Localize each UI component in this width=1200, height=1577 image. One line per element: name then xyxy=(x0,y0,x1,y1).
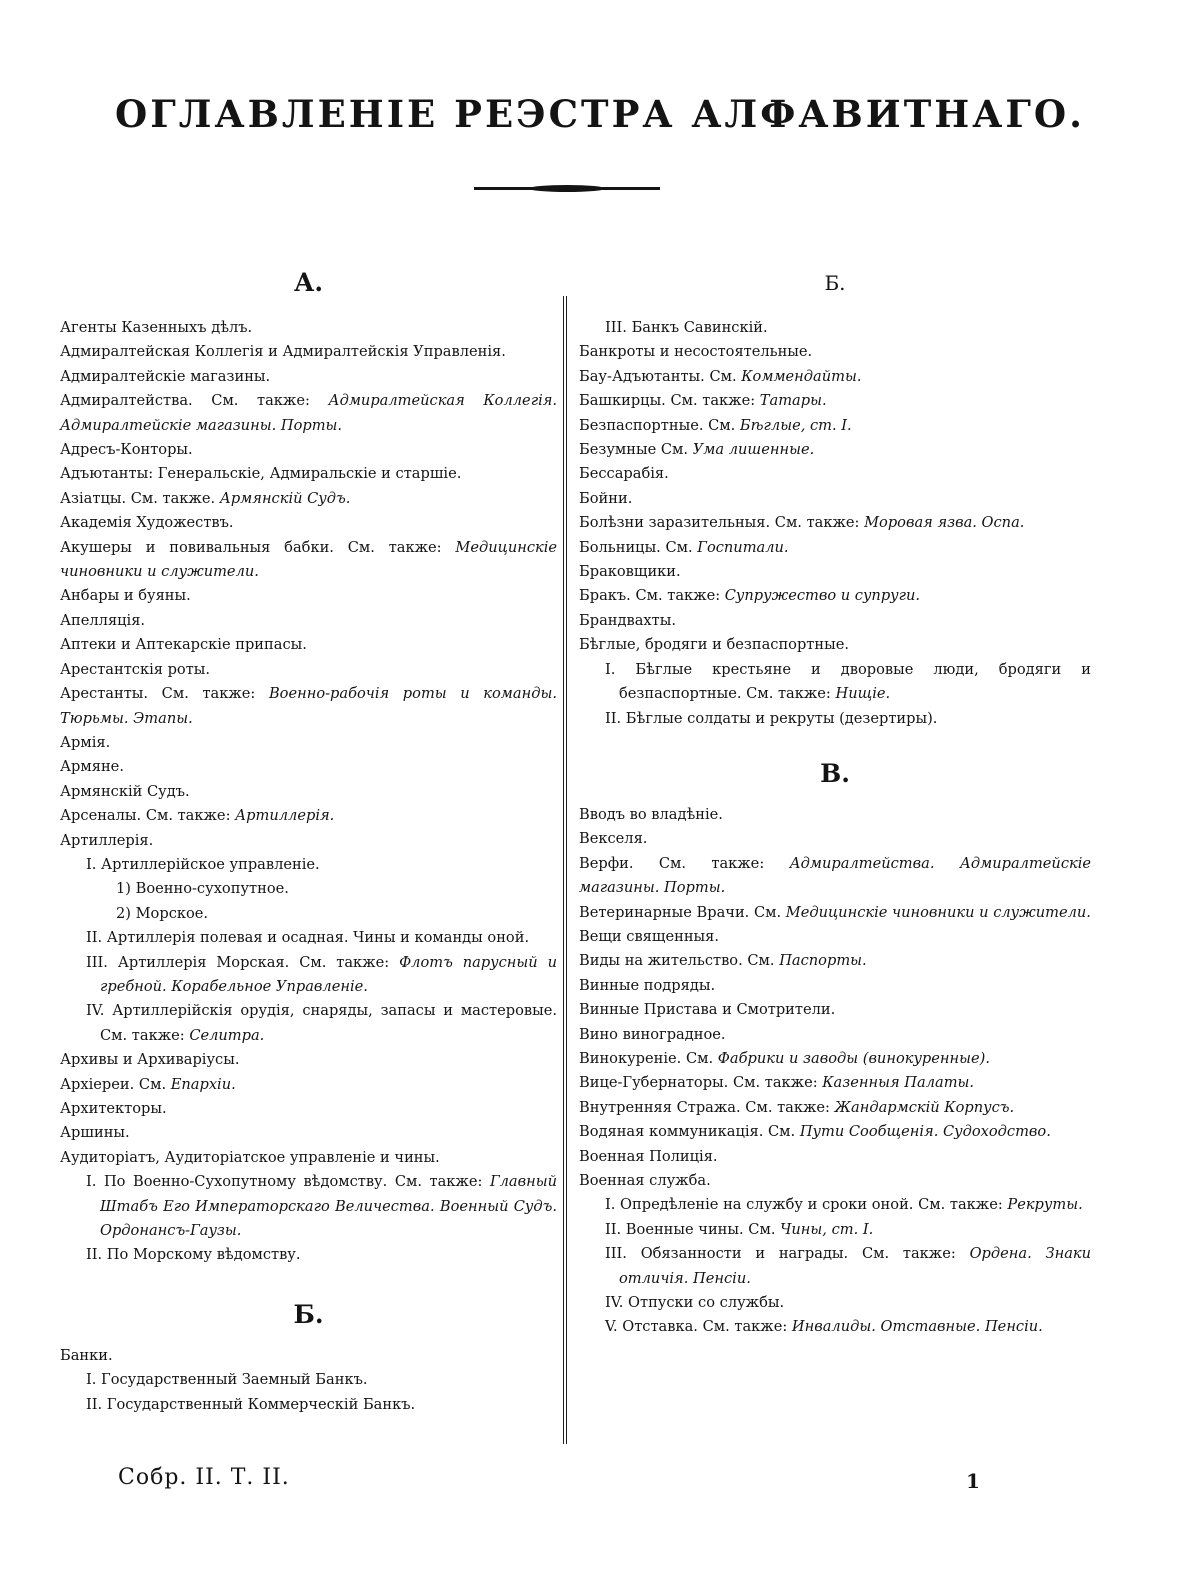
index-subentry xyxy=(579,1193,1091,1217)
index-subentry xyxy=(579,1218,1091,1242)
see-also-marker: См. также: xyxy=(347,538,442,556)
see-also-marker: См. также: xyxy=(918,1196,1003,1214)
entry-heading: Больницы. xyxy=(579,538,661,556)
index-entry xyxy=(579,340,1091,364)
entry-heading: Архитекторы. xyxy=(60,1100,167,1117)
entry-heading: Архивы и Архиваріусы. xyxy=(60,1051,240,1069)
entry-heading: Бойни. xyxy=(579,489,633,507)
cross-reference: Нищіе. xyxy=(835,685,891,703)
entry-heading: Армянскій Судъ. xyxy=(60,782,190,800)
see-also-marker: См. также: xyxy=(211,392,310,410)
index-entry xyxy=(579,389,1091,413)
index-entry xyxy=(60,1073,557,1097)
column-divider xyxy=(563,296,567,1444)
entry-heading: Браковщики. xyxy=(579,563,681,581)
see-also-marker: См. также: xyxy=(299,953,390,971)
index-entry xyxy=(60,682,557,731)
index-entry xyxy=(60,511,557,535)
see-also-marker: См. xyxy=(709,367,737,385)
index-entry xyxy=(60,1048,557,1072)
entry-heading: Внутренняя Стража. xyxy=(579,1098,741,1116)
index-column-right xyxy=(579,242,1091,1340)
entry-heading: III. Обязанности и награды. xyxy=(605,1245,849,1263)
index-entry xyxy=(579,560,1091,584)
index-subentry xyxy=(60,1368,557,1392)
index-subentry xyxy=(579,1242,1091,1291)
see-also-marker: См. xyxy=(748,1220,776,1238)
see-also-marker: См. xyxy=(708,416,736,434)
entry-heading: 1) Военно-сухопутное. xyxy=(116,880,289,898)
cross-reference: Паспорты. xyxy=(779,952,867,970)
entry-heading: Винные Пристава и Смотрители. xyxy=(579,1001,836,1019)
cross-reference: Военно-рабочія роты и команды. Тюрьмы. Этапы. xyxy=(60,685,557,727)
entry-heading: Артиллерія. xyxy=(60,831,154,849)
see-also-marker: См. также: xyxy=(161,685,256,703)
cross-reference: Супружество и супруги. xyxy=(724,587,921,605)
see-also-marker: См. также: xyxy=(745,1098,830,1116)
index-entry xyxy=(579,901,1091,925)
entry-heading: Болѣзни заразительныя. xyxy=(579,514,771,532)
entry-heading: Винные подряды. xyxy=(579,976,716,994)
index-entry xyxy=(60,462,557,486)
index-column-left xyxy=(60,242,557,1417)
see-also-marker: См. также: xyxy=(145,807,231,825)
cross-reference: Жандармскій Корпусъ. xyxy=(834,1098,1015,1116)
cross-reference: Рекруты. xyxy=(1007,1196,1083,1214)
index-subentry xyxy=(60,926,557,950)
entry-heading: Адъютанты: Генеральскіе, Адмиральскіе и старшіе. xyxy=(60,465,462,483)
see-also-marker: См. xyxy=(753,903,782,921)
entry-heading: Арсеналы. xyxy=(60,807,142,825)
index-entry xyxy=(60,1097,557,1121)
entry-heading: Адресъ-Конторы. xyxy=(60,441,193,459)
entry-heading: Безпаспортные. xyxy=(579,416,704,434)
index-entry xyxy=(60,438,557,462)
entry-heading: Армія. xyxy=(60,733,111,751)
section-letter-heading: В. xyxy=(820,758,850,788)
entry-heading: Армяне. xyxy=(60,758,124,776)
entry-heading: II. Артиллерія полевая и осадная. Чины и команды оной. xyxy=(86,929,530,947)
see-also-marker: См. также: xyxy=(394,1173,483,1191)
index-entry xyxy=(579,1169,1091,1193)
index-entry xyxy=(60,365,557,389)
index-entry xyxy=(579,1096,1091,1120)
see-also-marker: См. xyxy=(138,1075,167,1093)
cross-reference: Епархіи. xyxy=(170,1075,236,1093)
section-letter-heading: Б. xyxy=(293,1299,324,1329)
section-letter-heading: Б. xyxy=(824,271,846,295)
see-also-marker: См. также: xyxy=(861,1245,956,1263)
index-subentry xyxy=(579,707,1091,731)
index-entry xyxy=(60,584,557,608)
index-entry xyxy=(579,511,1091,535)
index-subentry xyxy=(60,853,557,877)
index-subentry xyxy=(579,316,1091,340)
index-entry xyxy=(579,609,1091,633)
entry-heading: Вещи священныя. xyxy=(579,927,720,945)
entry-heading: Бракъ. xyxy=(579,587,631,605)
see-also-marker: См. также: xyxy=(670,392,756,410)
entry-heading: Брандвахты. xyxy=(579,611,676,629)
index-entry xyxy=(60,780,557,804)
see-also-marker: См. xyxy=(660,441,689,459)
index-entry xyxy=(579,827,1091,851)
index-entry xyxy=(60,340,557,364)
title-ornament-rule xyxy=(474,187,660,190)
entry-heading: Башкирцы. xyxy=(579,392,666,410)
see-also-marker: См. xyxy=(685,1049,714,1067)
index-subentry xyxy=(60,999,557,1048)
index-entry xyxy=(579,1071,1091,1095)
entry-heading: II. Военные чины. xyxy=(605,1220,744,1238)
entry-heading: III. Банкъ Савинскій. xyxy=(605,319,768,336)
cross-reference: Адмиралтейская Коллегія. Адмиралтейскіе магазины. Порты. xyxy=(60,392,558,434)
index-entry xyxy=(579,974,1091,998)
cross-reference: Флотъ парусный и гребной. Корабельное Управленіе. xyxy=(100,953,558,995)
cross-reference: Медицинскіе чиновники и служители. xyxy=(785,903,1091,921)
see-also-marker: См. xyxy=(665,538,693,556)
index-subentry xyxy=(60,1393,557,1417)
entry-heading: II. По Морскому вѣдомству. xyxy=(86,1246,301,1264)
index-entry xyxy=(579,536,1091,560)
entry-heading: Анбары и буяны. xyxy=(60,587,191,605)
entry-heading: Виды на жительство. xyxy=(579,952,743,970)
see-also-marker: См. также: xyxy=(746,685,831,703)
entry-heading: Безумные xyxy=(579,441,657,459)
volume-signature: Собр. II. Т. II. xyxy=(118,1465,290,1490)
index-entry xyxy=(579,803,1091,827)
index-subentry xyxy=(60,877,557,901)
entry-heading: Банкроты и несостоятельные. xyxy=(579,343,813,361)
see-also-marker: См. также: xyxy=(732,1074,818,1092)
index-entry xyxy=(60,755,557,779)
see-also-marker: См. также: xyxy=(774,514,860,532)
cross-reference: Медицинскіе чиновники и служители. xyxy=(60,538,558,581)
entry-heading: Винокуреніе. xyxy=(579,1049,682,1067)
page-title: ОГЛАВЛЕНІЕ РЕЭСТРА АЛФАВИТНАГО. xyxy=(114,92,1086,136)
entry-heading: Азіатцы. xyxy=(60,489,127,507)
entry-heading: I. По Военно-Сухопутному вѣдомству. xyxy=(86,1173,388,1191)
entry-heading: Военная служба. xyxy=(579,1172,711,1189)
entry-heading: Вино виноградное. xyxy=(579,1025,726,1043)
see-also-marker: См. также: xyxy=(658,854,765,872)
index-entry xyxy=(579,365,1091,389)
entry-heading: I. Опредѣленіе на службу и сроки оной. xyxy=(605,1196,914,1214)
see-also-marker: См. также: xyxy=(635,587,721,605)
index-entry xyxy=(60,658,557,682)
index-entry xyxy=(579,1145,1091,1169)
index-entry xyxy=(60,804,557,828)
entry-heading: IV. Артиллерійскія орудія, снаряды, запасы и мастеровые. xyxy=(86,1002,557,1020)
index-entry xyxy=(60,1344,557,1368)
entry-heading: Водяная коммуникація. xyxy=(579,1123,764,1141)
index-entry xyxy=(60,633,557,657)
index-entry xyxy=(60,1146,557,1170)
index-entry xyxy=(579,1120,1091,1144)
entry-heading: Аптеки и Аптекарскіе припасы. xyxy=(60,636,307,654)
cross-reference: Ума лишенные. xyxy=(692,441,815,459)
index-entry xyxy=(60,1121,557,1145)
cross-reference: Бѣглые, ст. I. xyxy=(739,416,852,434)
cross-reference: Фабрики и заводы (винокуренные). xyxy=(717,1049,990,1067)
entry-heading: Бау-Адъютанты. xyxy=(579,367,705,385)
see-also-marker: См. xyxy=(768,1123,796,1141)
index-entry xyxy=(60,316,557,340)
entry-heading: Арестанты. xyxy=(60,685,149,703)
entry-heading: Военная Полиція. xyxy=(579,1147,718,1165)
index-entry xyxy=(579,852,1091,901)
cross-reference: Армянскій Судъ. xyxy=(219,489,351,507)
entry-heading: II. Бѣглые солдаты и рекруты (дезертиры). xyxy=(605,709,938,727)
entry-heading: Адмиралтейства. xyxy=(60,392,193,410)
cross-reference: Селитра. xyxy=(189,1026,265,1044)
index-entry xyxy=(60,536,557,585)
index-entry xyxy=(579,584,1091,608)
cross-reference: Казенныя Палаты. xyxy=(822,1074,975,1092)
see-also-marker: См. xyxy=(747,952,775,970)
entry-heading: Академія Художествъ. xyxy=(60,514,234,532)
entry-heading: Адмиралтейскіе магазины. xyxy=(60,367,271,385)
cross-reference: Инвалиды. Отставные. Пенсіи. xyxy=(791,1318,1043,1336)
entry-heading: I. Артиллерійское управленіе. xyxy=(86,855,320,873)
cross-reference: Татары. xyxy=(759,392,827,410)
entry-heading: Адмиралтейская Коллегія и Адмиралтейскія Управленія. xyxy=(60,343,506,361)
index-entry xyxy=(60,487,557,511)
index-entry xyxy=(60,829,557,853)
index-entry xyxy=(579,414,1091,438)
entry-heading: Акушеры и повивальныя бабки. xyxy=(60,538,334,556)
entry-heading: Аудиторіатъ, Аудиторіатское управленіе и чины. xyxy=(60,1148,440,1166)
cross-reference: Ордена. Знаки отличія. Пенсіи. xyxy=(619,1245,1092,1287)
entry-heading: Вводъ во владѣніе. xyxy=(579,805,723,823)
entry-heading: III. Артиллерія Морская. xyxy=(86,953,290,971)
entry-heading: Арестантскія роты. xyxy=(60,660,211,678)
cross-reference: Артиллерія. xyxy=(235,807,335,825)
entry-heading: Вице-Губернаторы. xyxy=(579,1074,729,1092)
entry-heading: IV. Отпуски со службы. xyxy=(605,1294,785,1312)
entry-heading: Бессарабія. xyxy=(579,465,669,483)
index-entry xyxy=(579,487,1091,511)
entry-heading: 2) Морское. xyxy=(116,904,209,922)
index-subentry xyxy=(579,658,1091,707)
index-entry xyxy=(579,1023,1091,1047)
entry-heading: Бѣглые, бродяги и безпаспортные. xyxy=(579,636,849,654)
index-subentry xyxy=(60,902,557,926)
entry-heading: Ветеринарные Врачи. xyxy=(579,903,750,921)
index-subentry xyxy=(579,1315,1091,1339)
cross-reference: Моровая язва. Оспа. xyxy=(864,514,1025,532)
index-entry xyxy=(60,609,557,633)
entry-heading: I. Бѣглые крестьяне и дворовые люди, бродяги и безпаспортные. xyxy=(605,660,1091,703)
index-entry xyxy=(579,998,1091,1022)
index-entry xyxy=(579,438,1091,462)
cross-reference: Пути Сообщенія. Судоходство. xyxy=(799,1123,1051,1141)
index-entry xyxy=(579,462,1091,486)
cross-reference: Коммендайты. xyxy=(741,367,862,385)
index-entry xyxy=(60,389,557,438)
see-also-marker: См. также. xyxy=(130,489,216,507)
index-entry xyxy=(60,731,557,755)
entry-heading: I. Государственный Заемный Банкъ. xyxy=(86,1371,368,1389)
index-entry xyxy=(579,633,1091,657)
entry-heading: Апелляція. xyxy=(60,611,146,629)
entry-heading: Аршины. xyxy=(60,1124,130,1142)
entry-heading: Верфи. xyxy=(579,854,634,872)
entry-heading: V. Отставка. xyxy=(605,1318,698,1336)
index-entry xyxy=(579,949,1091,973)
see-also-marker: См. также: xyxy=(100,1026,185,1044)
section-letter-heading: А. xyxy=(293,268,324,297)
entry-heading: Банки. xyxy=(60,1346,113,1364)
entry-heading: II. Государственный Коммерческій Банкъ. xyxy=(86,1395,416,1413)
see-also-marker: См. также: xyxy=(702,1318,788,1336)
entry-heading: Архіереи. xyxy=(60,1075,135,1093)
index-subentry xyxy=(60,951,557,1000)
index-subentry xyxy=(60,1243,557,1267)
index-entry xyxy=(579,1047,1091,1071)
entry-heading: Векселя. xyxy=(579,830,648,848)
page-number: 1 xyxy=(966,1469,980,1493)
cross-reference: Адмиралтейства. Адмиралтейскіе магазины. Порты. xyxy=(579,854,1092,897)
entry-heading: Агенты Казенныхъ дѣлъ. xyxy=(60,319,253,336)
cross-reference: Чины, ст. I. xyxy=(780,1220,874,1238)
cross-reference: Главный Штабъ Его Императорскаго Величества. Военный Судъ. Ордонансъ-Гаузы. xyxy=(100,1173,558,1240)
cross-reference: Госпитали. xyxy=(697,538,789,556)
index-subentry xyxy=(60,1170,557,1243)
index-entry xyxy=(579,925,1091,949)
index-subentry xyxy=(579,1291,1091,1315)
